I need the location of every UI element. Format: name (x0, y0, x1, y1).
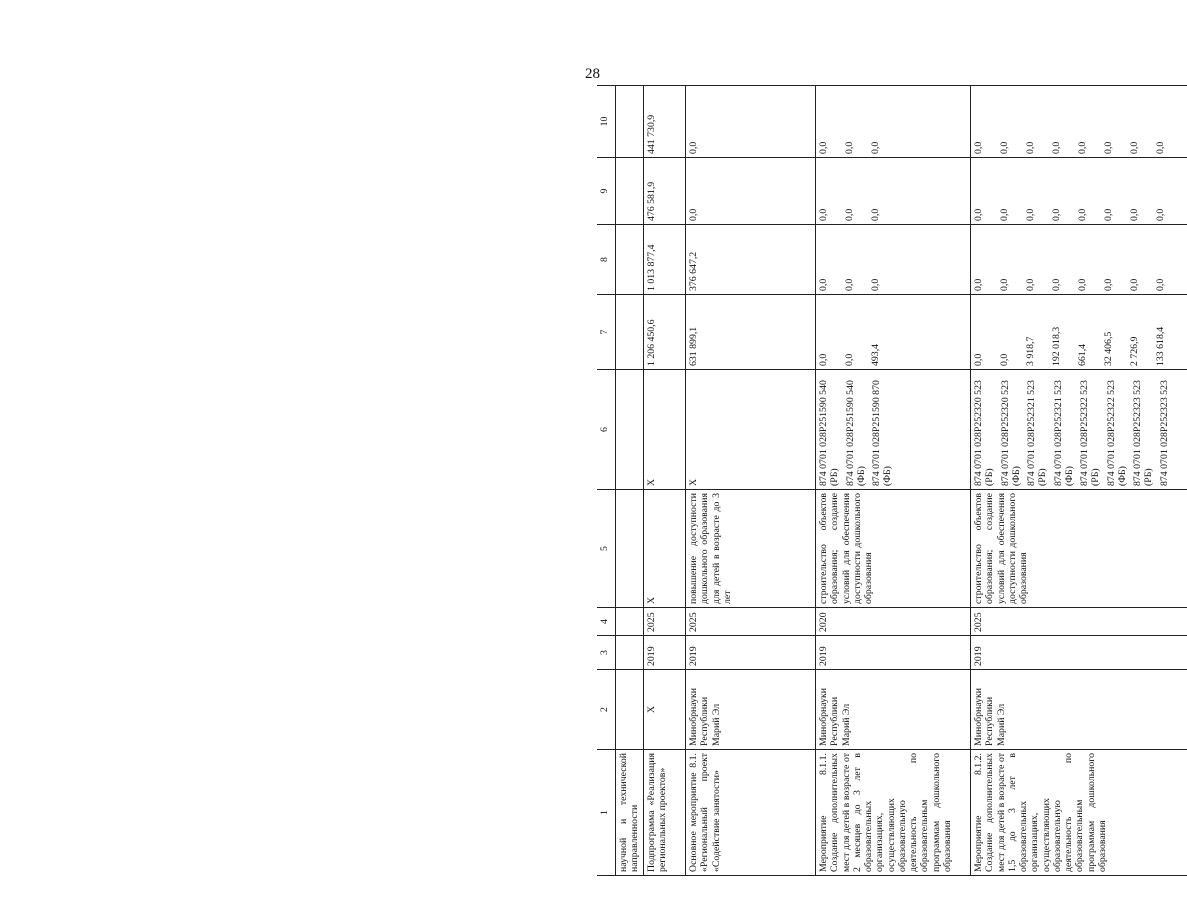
cell-value: 874 0701 028P251590 540 (ФБ) (844, 380, 867, 486)
cell-value: 0,0 (688, 141, 699, 154)
cell-value: 0,0 (1129, 278, 1140, 291)
cell-value: 0,0 (1155, 141, 1166, 154)
cell-col-8-list (644, 225, 686, 295)
cell-value: 0,0 (1025, 141, 1036, 154)
cell-col-5 (616, 490, 644, 608)
cell-value: 0,0 (1051, 278, 1062, 291)
cell-col-6-list (816, 370, 971, 490)
cell-value: 0,0 (1025, 208, 1036, 221)
cell-col-3: 2019 (686, 636, 816, 670)
table-body (616, 86, 1187, 876)
cell-value: 0,0 (688, 208, 699, 221)
cell-col-10-list (971, 86, 1187, 158)
cell-col-9-list (686, 158, 816, 225)
cell-col-5: повышение доступности дошкольного образования для детей в возрасте до 3 лет (686, 490, 816, 608)
cell-col-2 (616, 670, 644, 750)
cell-value: 1 206 450,6 (646, 319, 657, 366)
cell-col-1: Основное мероприятие 8.1. «Региональный проект «Содействие занятости» (686, 750, 816, 876)
cell-value: 0,0 (1155, 278, 1166, 291)
cell-value: X (688, 478, 699, 486)
cell-col-2: Минобрнауки Республики Марий Эл (971, 670, 1187, 750)
cell-value: 0,0 (1129, 141, 1140, 154)
cell-col-6-list (686, 370, 816, 490)
cell-value: 441 730,9 (646, 114, 657, 154)
cell-col-6-list (971, 370, 1187, 490)
cell-value: 0,0 (1155, 208, 1166, 221)
cell-value: 874 0701 028P252321 523 (ФБ) (1052, 380, 1075, 486)
cell-col-4: 2025 (971, 608, 1187, 636)
cell-col-6-list (644, 370, 686, 490)
page-number: 28 (585, 66, 600, 82)
column-header-10: 10 (597, 86, 616, 158)
cell-value: 0,0 (870, 278, 881, 291)
cell-col-10-list (616, 86, 644, 158)
cell-value: 874 0701 028P252320 523 (РБ) (973, 380, 996, 486)
cell-value: 874 0701 028P252323 523 (РБ) (1132, 380, 1155, 486)
cell-col-9-list (616, 158, 644, 225)
cell-value: 376 647,2 (688, 251, 699, 291)
cell-value: 0,0 (1103, 278, 1114, 291)
cell-value: 0,0 (870, 141, 881, 154)
cell-value: 0,0 (818, 278, 829, 291)
cell-col-8-list (971, 225, 1187, 295)
cell-value: 476 581,9 (646, 181, 657, 221)
cell-value: 0,0 (1103, 141, 1114, 154)
cell-value: 2 726,9 (1129, 336, 1140, 366)
column-header-6: 6 (597, 370, 616, 490)
header-row (597, 86, 616, 876)
cell-value: 0,0 (818, 208, 829, 221)
cell-col-6 (616, 370, 644, 490)
cell-col-8-list (616, 225, 644, 295)
cell-col-10-list (816, 86, 971, 158)
cell-value: 0,0 (844, 141, 855, 154)
cell-value: 0,0 (1103, 208, 1114, 221)
cell-value: 874 0701 028P252322 523 (РБ) (1079, 380, 1102, 486)
cell-value: 0,0 (1077, 278, 1088, 291)
cell-value: 0,0 (973, 278, 984, 291)
table-row (686, 86, 816, 876)
column-header-1: 1 (597, 750, 616, 876)
column-header-7: 7 (597, 295, 616, 370)
cell-value: 0,0 (818, 141, 829, 154)
cell-col-8-list (686, 225, 816, 295)
cell-value: 493,4 (870, 343, 881, 366)
cell-value: 631 899,1 (688, 326, 699, 366)
cell-col-7-list (971, 295, 1187, 370)
cell-value: 0,0 (999, 208, 1010, 221)
cell-value: X (646, 478, 657, 486)
column-header-5: 5 (597, 490, 616, 608)
cell-col-4: 2025 (644, 608, 686, 636)
cell-value: 0,0 (999, 353, 1010, 366)
table-row (644, 86, 686, 876)
cell-col-4: 2025 (686, 608, 816, 636)
cell-value: 0,0 (1025, 278, 1036, 291)
cell-value: 0,0 (973, 141, 984, 154)
table-row (616, 86, 644, 876)
cell-value: 0,0 (1129, 208, 1140, 221)
cell-value: 0,0 (1051, 208, 1062, 221)
cell-value: 32 406,5 (1103, 331, 1114, 366)
cell-col-1: Мероприятие 8.1.1. Создание дополнительных мест для детей в возрасте от 2 месяцев до 3 лет в образовательных организациях, осуществляющих образовательную деятельность по образовательным программам дошкольного образования (816, 750, 971, 876)
cell-value: 874 0701 028P252322 523 (ФБ) (1105, 380, 1128, 486)
cell-col-7-list (686, 295, 816, 370)
cell-col-7-list (816, 295, 971, 370)
cell-col-9-list (644, 158, 686, 225)
program-table (597, 85, 1187, 876)
cell-value: 0,0 (1077, 141, 1088, 154)
cell-col-7-list (644, 295, 686, 370)
cell-value: 0,0 (1077, 208, 1088, 221)
cell-col-2: Минобрнауки Республики Марий Эл (686, 670, 816, 750)
cell-value: 0,0 (844, 278, 855, 291)
cell-col-5: X (644, 490, 686, 608)
cell-col-4: 2020 (816, 608, 971, 636)
cell-col-9-list (971, 158, 1187, 225)
table-row (971, 86, 1187, 876)
cell-col-1: научной и технической направленности (616, 750, 644, 876)
cell-col-8-list (816, 225, 971, 295)
cell-value: 874 0701 028P251590 870 (ФБ) (871, 380, 894, 486)
column-header-2: 2 (597, 670, 616, 750)
cell-col-2: X (644, 670, 686, 750)
cell-value: 0,0 (844, 208, 855, 221)
cell-value: 3 918,7 (1025, 336, 1036, 366)
cell-value: 0,0 (973, 353, 984, 366)
cell-col-3: 2019 (971, 636, 1187, 670)
cell-col-10-list (644, 86, 686, 158)
cell-value: 0,0 (1051, 141, 1062, 154)
cell-value: 133 618,4 (1155, 326, 1166, 366)
cell-col-7-list (616, 295, 644, 370)
cell-col-3: 2019 (816, 636, 971, 670)
column-header-3: 3 (597, 636, 616, 670)
cell-value: 0,0 (870, 208, 881, 221)
cell-value: 0,0 (973, 208, 984, 221)
cell-value: 874 0701 028P252323 523 (1158, 380, 1170, 486)
cell-value: 874 0701 028P251590 540 (РБ) (818, 380, 841, 486)
cell-value: 192 018,3 (1051, 326, 1062, 366)
cell-value: 874 0701 028P252320 523 (ФБ) (999, 380, 1022, 486)
cell-col-1: Мероприятие 8.1.2. Создание дополнительных мест для детей в возрасте от 1,5 до 3 лет в образовательных организациях, осуществляющих образовательную деятельность по образовательным программам дошкольного образования (971, 750, 1187, 876)
cell-value: 1 013 877,4 (646, 244, 657, 291)
column-header-9: 9 (597, 158, 616, 225)
cell-col-5: строительство объектов образования; создание условий для обеспечения доступности дошкольного образования (971, 490, 1187, 608)
cell-col-1: Подпрограмма «Реализация региональных проектов» (644, 750, 686, 876)
rotated-table-container (597, 86, 1170, 876)
table-row (816, 86, 971, 876)
cell-col-4 (616, 608, 644, 636)
cell-col-3: 2019 (644, 636, 686, 670)
cell-col-5: строительство объектов образования; создание условий для обеспечения доступности дошкольного образования (816, 490, 971, 608)
cell-col-3 (616, 636, 644, 670)
cell-col-2: Минобрнауки Республики Марий Эл (816, 670, 971, 750)
cell-value: 0,0 (999, 141, 1010, 154)
cell-value: 0,0 (999, 278, 1010, 291)
cell-value: 0,0 (818, 353, 829, 366)
column-header-8: 8 (597, 225, 616, 295)
cell-value: 661,4 (1077, 343, 1088, 366)
column-header-4: 4 (597, 608, 616, 636)
cell-value: 0,0 (844, 353, 855, 366)
cell-col-9-list (816, 158, 971, 225)
cell-value: 874 0701 028P252321 523 (РБ) (1026, 380, 1049, 486)
cell-col-10-list (686, 86, 816, 158)
